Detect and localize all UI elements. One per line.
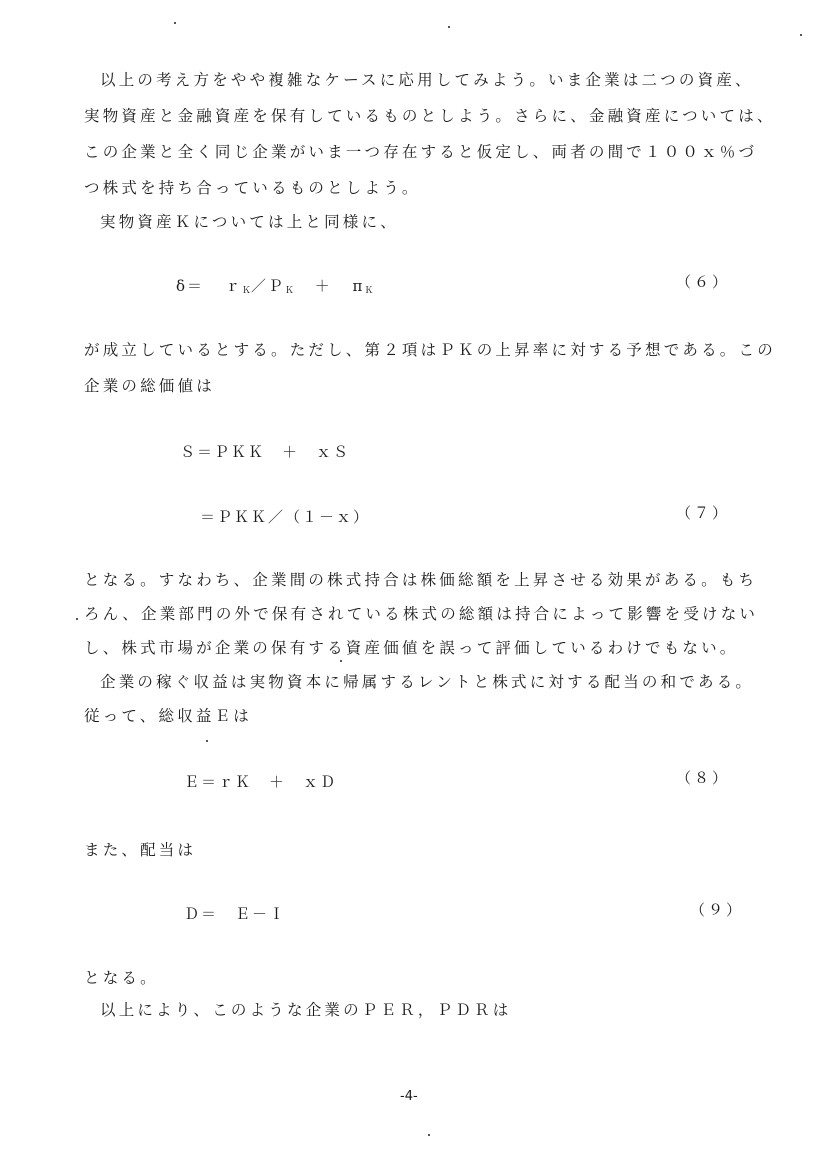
equation-8-number: （８） bbox=[676, 769, 731, 787]
para6-line1: また、配当は bbox=[84, 841, 197, 859]
para3-line1: が成立しているとする。ただし、第２項はＰＫの上昇率に対する予想である。この bbox=[84, 341, 776, 359]
scan-speck bbox=[428, 1134, 430, 1136]
para7-line1: となる。 bbox=[84, 969, 159, 987]
eq6-r: ｒ bbox=[224, 277, 242, 295]
equation-7b: ＝ＰＫＫ／（１－ｘ） bbox=[200, 508, 371, 526]
equation-9: Ｄ＝ Ｅ－Ｉ bbox=[184, 905, 287, 923]
page-number: -4- bbox=[400, 1089, 418, 1104]
scan-speck bbox=[174, 22, 176, 24]
eq6-pi-sub: Ｋ bbox=[364, 286, 374, 296]
eq6-plus: ＋ bbox=[314, 277, 332, 295]
scan-speck bbox=[800, 34, 802, 36]
equation-8: Ｅ＝ｒＫ ＋ ｘＤ bbox=[184, 773, 338, 791]
eq6-r-sub: Ｋ bbox=[241, 286, 251, 296]
eq6-p-sub: Ｋ bbox=[284, 286, 294, 296]
para5-line1: 企業の稼ぐ収益は実物資本に帰属するレントと株式に対する配当の和である。 bbox=[100, 673, 755, 691]
equation-7a: Ｓ＝ＰＫＫ ＋ ｘＳ bbox=[180, 443, 351, 461]
scan-speck bbox=[76, 618, 78, 620]
para1-line2: 実物資産と金融資産を保有しているものとしよう。さらに、金融資産については、 bbox=[84, 107, 776, 125]
equation-6 bbox=[176, 276, 373, 301]
para8-line1: 以上により、このような企業のＰＥＲ，ＰＤＲは bbox=[100, 1001, 512, 1019]
scan-speck bbox=[448, 26, 450, 28]
equation-6-number: （６） bbox=[676, 273, 731, 291]
para1-line4: つ株式を持ち合っているものとしよう。 bbox=[84, 179, 421, 197]
scan-speck bbox=[340, 660, 342, 662]
para1-line3: この企業と全く同じ企業がいま一つ存在すると仮定し、両者の間で１００ｘ％づ bbox=[84, 143, 758, 161]
para4-line1: となる。すなわち、企業間の株式持合は株価総額を上昇させる効果がある。もち bbox=[84, 571, 758, 589]
para4-line3: し、株式市場が企業の保有する資産価値を誤って評価しているわけでもない。 bbox=[84, 639, 739, 657]
eq6-pi: π bbox=[352, 277, 365, 295]
equation-9-number: （９） bbox=[690, 901, 745, 919]
para5-line2: 従って、総収益Ｅは bbox=[84, 707, 252, 725]
equation-7-number: （７） bbox=[676, 504, 731, 522]
eq6-mid: ／Ｐ bbox=[250, 277, 285, 295]
para3-line2: 企業の総価値は bbox=[84, 377, 215, 395]
para4-line2: ろん、企業部門の外で保有されている株式の総額は持合によって影響を受けない bbox=[84, 605, 759, 623]
scan-speck bbox=[206, 740, 208, 742]
para1-line1: 以上の考え方をやや複雑なケースに応用してみよう。いま企業は二つの資産、 bbox=[100, 71, 754, 89]
para2-line1: 実物資産Ｋについては上と同様に、 bbox=[100, 213, 399, 231]
eq6-left: δ＝ bbox=[176, 277, 205, 295]
